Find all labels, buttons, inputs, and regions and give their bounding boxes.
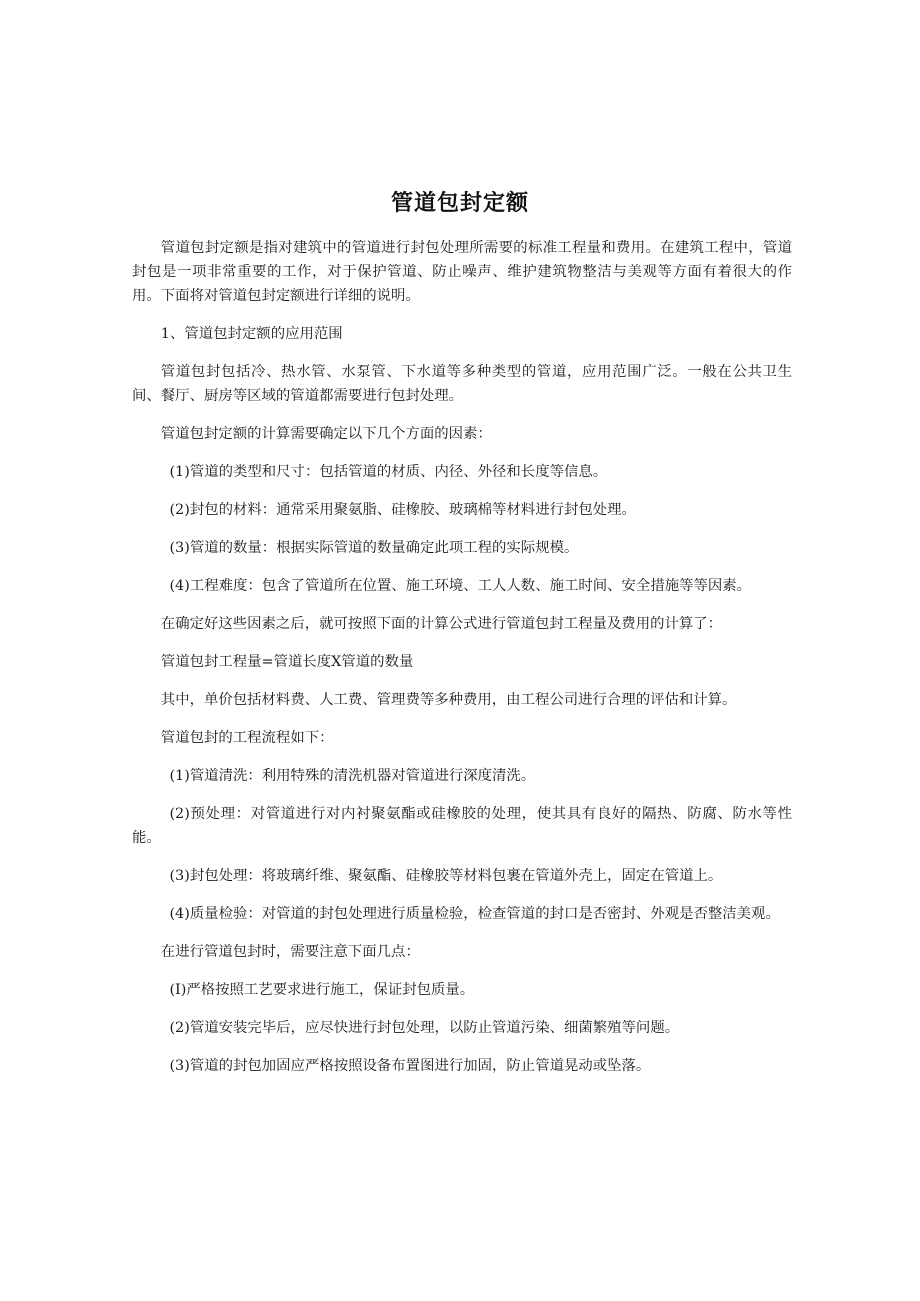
paragraph-formula: 管道包封工程量=管道长度X管道的数量 — [160, 654, 414, 670]
list-item: (4)工程难度：包含了管道所在位置、施工环境、工人人数、施工时间、安全措施等等因素。 — [169, 578, 752, 594]
paragraph-notes-intro: 在进行管道包封时，需要注意下面几点： — [160, 944, 420, 960]
document-body — [132, 236, 792, 1092]
section-heading: 1、管道包封定额的应用范围 — [160, 326, 343, 342]
list-item: (3)封包处理：将玻璃纤维、聚氨酯、硅橡胶等材料包裹在管道外壳上，固定在管道上。 — [169, 868, 723, 884]
paragraph-factors-intro: 管道包封定额的计算需要确定以下几个方面的因素： — [160, 426, 492, 442]
list-item: (1)管道清洗：利用特殊的清洗机器对管道进行深度清洗。 — [169, 768, 536, 784]
page-title: 管道包封定额 — [390, 191, 529, 216]
list-item: (I)严格按照工艺要求进行施工，保证封包质量。 — [169, 982, 475, 998]
paragraph-formula-intro: 在确定好这些因素之后，就可按照下面的计算公式进行管道包封工程量及费用的计算了： — [160, 616, 723, 632]
list-item: (2)管道安装完毕后，应尽快进行封包处理，以防止管道污染、细菌繁殖等问题。 — [169, 1020, 680, 1036]
list-item: (2)封包的材料：通常采用聚氨脂、硅橡胶、玻璃棉等材料进行封包处理。 — [169, 502, 636, 518]
paragraph-process-intro: 管道包封的工程流程如下： — [160, 730, 334, 746]
paragraph-intro: 管道包封定额是指对建筑中的管道进行封包处理所需要的标准工程量和费用。在建筑工程中，管道封包是一项非常重要的工作，对于保护管道、防止噪声、维护建筑物整洁与美观等方面有着很大的作用。下面将对管道包封定额进行详细的说明。 — [132, 240, 792, 304]
paragraph-unit-price: 其中，单价包括材料费、人工费、管理费等多种费用，由工程公司进行合理的评估和计算。 — [160, 692, 737, 708]
list-item: (3)管道的数量：根据实际管道的数量确定此项工程的实际规模。 — [169, 540, 579, 556]
list-item: (3)管道的封包加固应严格按照设备布置图进行加固，防止管道晃动或坠落。 — [169, 1058, 651, 1074]
list-item: (1)管道的类型和尺寸：包括管道的材质、内径、外径和长度等信息。 — [169, 464, 608, 480]
list-item: (2)预处理：对管道进行对内衬聚氨酯或硅橡胶的处理，使其具有良好的隔热、防腐、防水等性能。 — [132, 806, 792, 846]
paragraph-scope: 管道包封包括冷、热水管、水泵管、下水道等多种类型的管道，应用范围广泛。一般在公共卫生间、餐厅、厨房等区域的管道都需要进行包封处理。 — [132, 364, 792, 404]
list-item: (4)质量检验：对管道的封包处理进行质量检验，检查管道的封口是否密封、外观是否整洁美观。 — [169, 906, 780, 922]
